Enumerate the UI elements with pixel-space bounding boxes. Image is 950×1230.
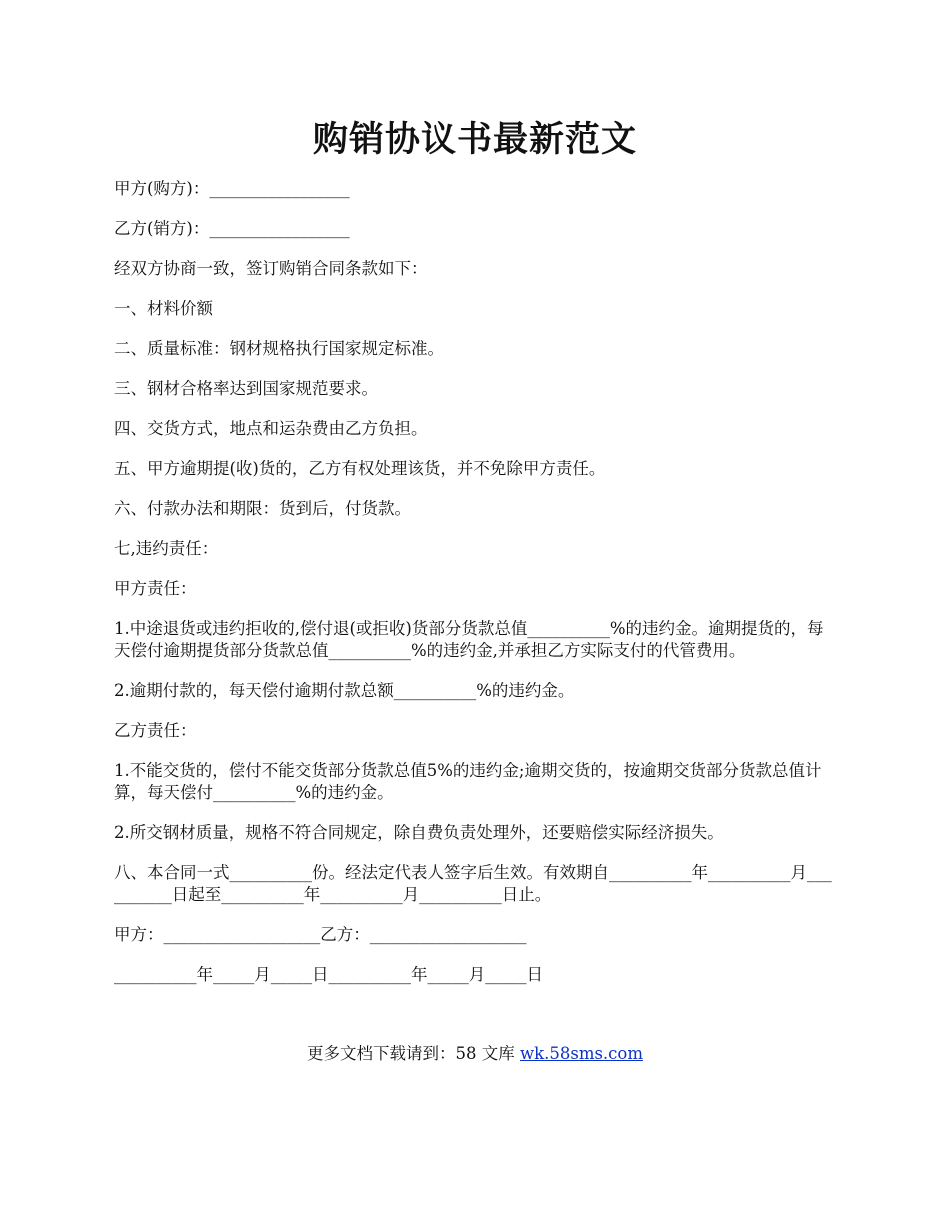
party-a-liability-1: 1.中途退货或违约拒收的,偿付退(或拒收)货部分货款总值__________%的违约金。逾期提货的，每天偿付逾期提货部分货款总值__________%的违约金,并承担乙方实际支付的代管费用。 (114, 619, 824, 660)
footer-text: 更多文档下载请到：58 文库 (306, 1044, 520, 1063)
date-line: __________年_____月_____日__________年_____月_____日 (114, 965, 543, 984)
party-b-liability-1: 1.不能交货的，偿付不能交货部分货款总值5%的违约金;逾期交货的，按逾期交货部分货款总值计算，每天偿付__________%的违约金。 (114, 761, 822, 802)
clause-6: 六、付款办法和期限：货到后，付货款。 (114, 499, 411, 518)
clause-7-heading: 七,违约责任： (114, 539, 219, 558)
clause-2: 二、质量标准：钢材规格执行国家规定标准。 (114, 339, 444, 358)
signature-line: 甲方：___________________乙方：___________________ (114, 925, 527, 944)
clause-1: 一、材料价额 (114, 299, 213, 318)
party-b-liability-heading: 乙方责任： (114, 721, 197, 740)
party-b-liability-2: 2.所交钢材质量，规格不符合同规定，除自费负责处理外，还要赔偿实际经济损失。 (114, 823, 724, 842)
party-b-line: 乙方(销方)：_________________ (114, 219, 350, 238)
clause-5: 五、甲方逾期提(收)货的，乙方有权处理该货，并不免除甲方责任。 (114, 459, 606, 478)
footer (0, 1043, 950, 1065)
party-a-liability-2: 2.逾期付款的，每天偿付逾期付款总额__________%的违约金。 (114, 681, 575, 700)
party-a-line: 甲方(购方)：_________________ (114, 179, 350, 198)
clause-3: 三、钢材合格率达到国家规范要求。 (114, 379, 378, 398)
clause-8: 八、本合同一式__________份。经法定代表人签字后生效。有效期自__________年__________月__________日起至__________年__________月__________日止。 (114, 863, 832, 904)
clause-4: 四、交货方式，地点和运杂费由乙方负担。 (114, 419, 428, 438)
party-a-liability-heading: 甲方责任： (114, 579, 197, 598)
document-body (114, 178, 838, 1004)
footer-link[interactable]: wk.58sms.com (519, 1044, 643, 1063)
document-title: 购销协议书最新范文 (312, 119, 637, 160)
intro-paragraph: 经双方协商一致，签订购销合同条款如下： (114, 259, 428, 278)
